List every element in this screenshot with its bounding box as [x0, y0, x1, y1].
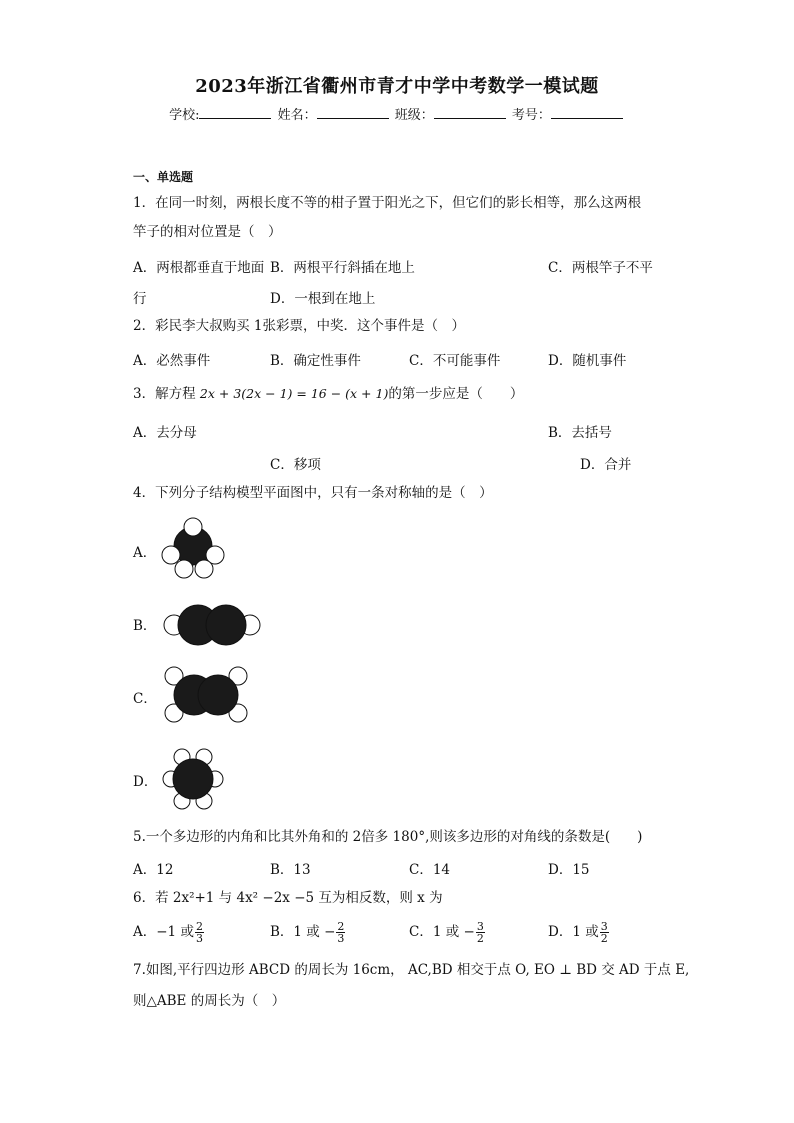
- fraction-numerator: 3: [476, 920, 484, 933]
- q6-option-a[interactable]: [133, 920, 205, 944]
- q6-option-b-fraction: [336, 921, 345, 944]
- fraction-denominator: 3: [337, 932, 345, 945]
- fraction-numerator: 2: [337, 920, 345, 933]
- section-heading: 一、单选题: [133, 170, 194, 184]
- q2-option-d[interactable]: D．随机事件: [548, 353, 627, 369]
- exam-no-blank[interactable]: [551, 106, 623, 119]
- class-label: 班级：: [394, 108, 434, 123]
- fraction-denominator: 3: [195, 932, 203, 945]
- q3-stem: [133, 384, 523, 404]
- name-blank[interactable]: [317, 106, 389, 119]
- q1-option-a[interactable]: A．两根都垂直于地面: [133, 260, 265, 276]
- q6-stem: 6．若 2x²+1 与 4x² −2x −5 互为相反数，则 x 为: [133, 890, 443, 906]
- q1-stem-line2: 竿子的相对位置是（ ）: [133, 224, 282, 240]
- school-label: 学校:: [169, 108, 200, 123]
- q6-option-a-fraction: [195, 921, 204, 944]
- molecule-c-figure: [160, 664, 252, 726]
- q1-stem-line1: 1．在同一时刻，两根长度不等的柑子置于阳光之下，但它们的影长相等，那么这两根: [133, 195, 642, 211]
- q4-stem: 4．下列分子结构模型平面图中，只有一条对称轴的是（ ）: [133, 485, 493, 501]
- q7-stem-line2: 则△ABE 的周长为（ ）: [133, 993, 286, 1009]
- q3-equation: 2x + 3(2x − 1) = 16 − (x + 1): [199, 386, 389, 401]
- molecule-b-figure: [160, 603, 264, 647]
- fraction-denominator: 2: [476, 932, 484, 945]
- q6-option-d-fraction: [600, 921, 609, 944]
- q6-option-b[interactable]: [270, 920, 346, 944]
- molecule-a-figure: [158, 516, 228, 580]
- q6-option-d-text: D．1 或: [548, 924, 599, 940]
- q5-option-c[interactable]: C．14: [409, 862, 451, 878]
- exam-no-label: 考号：: [511, 108, 551, 123]
- q2-option-a[interactable]: A．必然事件: [133, 353, 211, 369]
- fraction-numerator: 3: [600, 920, 608, 933]
- q3-option-d[interactable]: D．合并: [580, 457, 632, 473]
- q6-option-a-text: A．−1 或: [133, 924, 194, 940]
- class-blank[interactable]: [434, 106, 506, 119]
- fraction-numerator: 2: [195, 920, 203, 933]
- q2-option-b[interactable]: B．确定性事件: [270, 353, 361, 369]
- page-title: 2023年浙江省衢州市青才中学中考数学一模试题: [195, 76, 599, 97]
- q2-stem: 2．彩民李大叔购买 1张彩票，中奖．这个事件是（ ）: [133, 318, 465, 334]
- q4-option-c[interactable]: C．: [133, 691, 157, 707]
- q1-option-b[interactable]: B．两根平行斜插在地上: [270, 260, 415, 276]
- q2-option-c[interactable]: C．不可能事件: [409, 353, 501, 369]
- q5-option-b[interactable]: B．13: [270, 862, 311, 878]
- q5-option-d[interactable]: D．15: [548, 862, 590, 878]
- q6-option-c-fraction: [476, 921, 485, 944]
- school-blank[interactable]: [199, 106, 271, 119]
- molecule-d-figure: [158, 747, 228, 811]
- q3-stem-post: 的第一步应是（ ）: [388, 386, 524, 402]
- q3-option-c[interactable]: C．移项: [270, 457, 321, 473]
- q4-option-d[interactable]: D．: [133, 774, 158, 790]
- q6-option-b-text: B．1 或 −: [270, 924, 336, 940]
- q6-option-d[interactable]: [548, 920, 610, 944]
- q1-option-c-cont: 行: [133, 291, 147, 307]
- student-info-line: [0, 104, 794, 123]
- q1-option-c[interactable]: C．两根竿子不平: [548, 260, 653, 276]
- q3-stem-pre: 3．解方程: [133, 386, 196, 402]
- q4-option-b[interactable]: B．: [133, 618, 157, 634]
- q6-option-c-text: C．1 或 −: [409, 924, 475, 940]
- q5-option-a[interactable]: A．12: [133, 862, 174, 878]
- q7-stem-line1: 7.如图,平行四边形 ABCD 的周长为 16cm， AC,BD 相交于点 O, EO ⊥ BD 交 AD 于点 E,: [133, 962, 690, 978]
- q5-stem: 5.一个多边形的内角和比其外角和的 2倍多 180°,则该多边形的对角线的条数是( ): [133, 829, 643, 845]
- fraction-denominator: 2: [600, 932, 608, 945]
- q1-option-d[interactable]: D．一根到在地上: [270, 291, 376, 307]
- q6-option-c[interactable]: [409, 920, 486, 944]
- q3-option-b[interactable]: B．去括号: [548, 425, 612, 441]
- q3-option-a[interactable]: A．去分母: [133, 425, 197, 441]
- q4-option-a[interactable]: A．: [133, 545, 157, 561]
- name-label: 姓名：: [277, 108, 317, 123]
